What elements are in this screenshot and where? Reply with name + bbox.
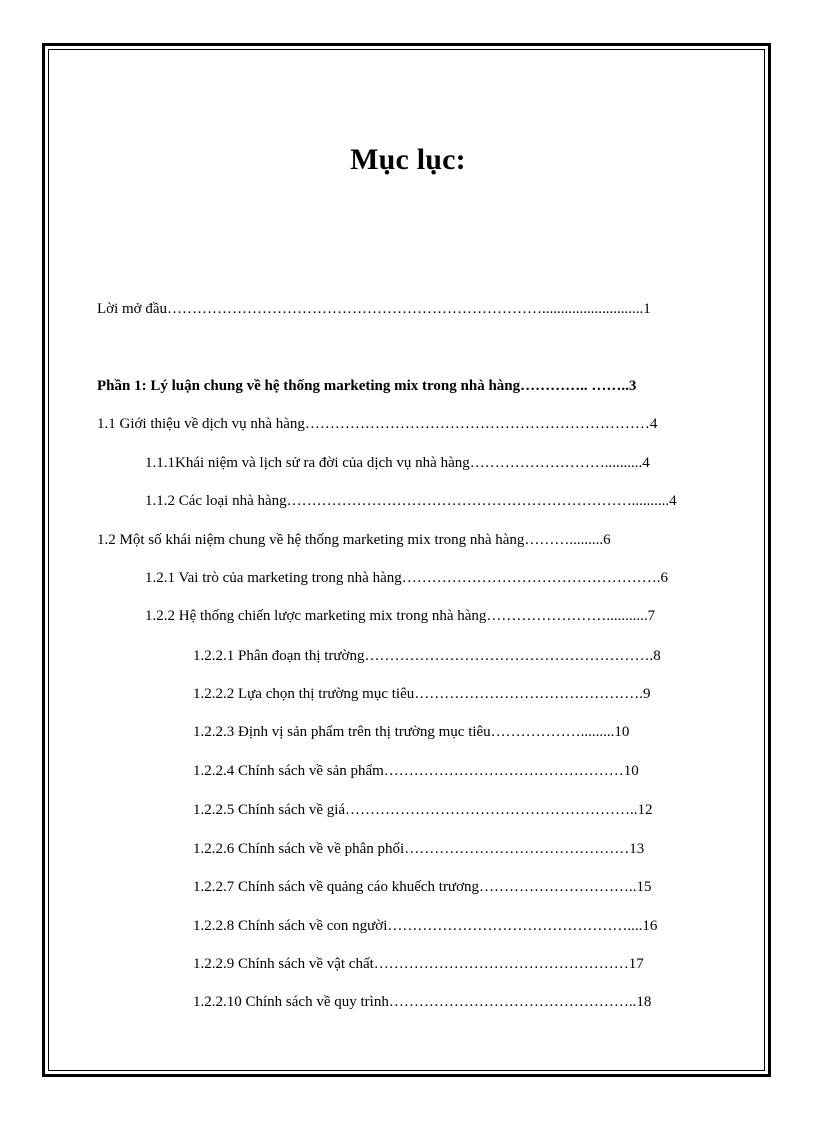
toc-entry-intro: Lời mở đầu…………………………………………………………………...........................1 xyxy=(97,301,651,317)
toc-entry-1-2-1: 1.2.1 Vai trò của marketing trong nhà hàng…………………………………………….6 xyxy=(145,570,668,586)
toc-entry-1-2-2: 1.2.2 Hệ thống chiến lược marketing mix trong nhà hàng……………………...........7 xyxy=(145,608,656,624)
toc-entry-1-2-2-6: 1.2.2.6 Chính sách về về phân phối………………………………………13 xyxy=(193,841,645,857)
toc-entry-1-2-2-3: 1.2.2.3 Định vị sản phẩm trên thị trường mục tiêu……………….........10 xyxy=(193,724,630,740)
toc-entry-1-2-2-9: 1.2.2.9 Chính sách về vật chất……………………………………………17 xyxy=(193,956,644,972)
toc-entry-1-1: 1.1 Giới thiệu về dịch vụ nhà hàng……………………………………………………………4 xyxy=(97,416,658,432)
toc-entry-1-2-2-7: 1.2.2.7 Chính sách về quảng cáo khuếch trương…………………………..15 xyxy=(193,879,652,895)
toc-entry-1-2: 1.2 Một số khái niệm chung về hệ thống marketing mix trong nhà hàng……….........6 xyxy=(97,532,611,548)
toc-entry-1-2-2-10: 1.2.2.10 Chính sách về quy trình…………………………………………..18 xyxy=(193,994,652,1010)
toc-entry-1-1-2: 1.1.2 Các loại nhà hàng……………………………………………………………..........4 xyxy=(145,493,677,509)
toc-entry-1-2-2-5: 1.2.2.5 Chính sách về giá…………………………………………………..12 xyxy=(193,802,653,818)
toc-entry-1-2-2-8: 1.2.2.8 Chính sách về con người…………………………………………....16 xyxy=(193,918,658,934)
page-title: Mục lục: xyxy=(350,143,466,176)
toc-entry-1-2-2-2: 1.2.2.2 Lựa chọn thị trường mục tiêu……………………………………….9 xyxy=(193,686,651,702)
toc-entry-part-1: Phần 1: Lý luận chung về hệ thống marketing mix trong nhà hàng………….. ……..3 xyxy=(97,378,637,394)
toc-entry-1-2-2-4: 1.2.2.4 Chính sách về sản phẩm…………………………………………10 xyxy=(193,763,639,779)
toc-entry-1-2-2-1: 1.2.2.1 Phân đoạn thị trường………………………………………………….8 xyxy=(193,648,661,664)
toc-entry-1-1-1: 1.1.1Khái niệm và lịch sử ra đời của dịch vụ nhà hàng………………………..........4 xyxy=(145,455,650,471)
